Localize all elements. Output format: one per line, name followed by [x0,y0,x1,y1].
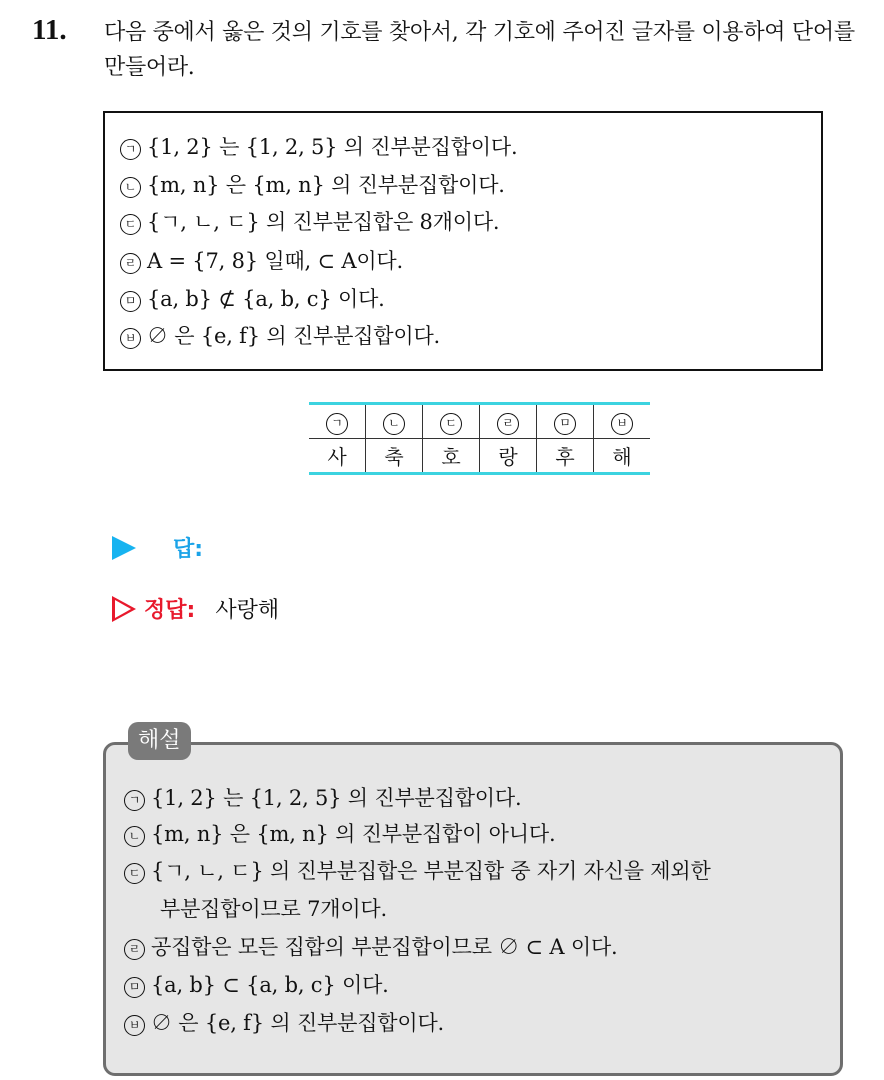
circle-mark-1: ㄱ [120,139,141,160]
statement-item [120,133,517,161]
correct-answer-label: 정답: [144,598,196,623]
solution-line-continued [160,895,387,923]
solution-line [124,971,389,999]
correct-answer-row [112,593,279,624]
statement-text: ∅ 은 {e, f} 의 진부분집합이다. [147,324,441,348]
code-table-header-cell [423,404,480,439]
solution-tag: 해설 [128,722,191,760]
solution-text: 공집합은 모든 집합의 부분집합이므로 ∅ ⊂ A 이다. [151,935,618,959]
statement-item [120,247,403,275]
answer-row [112,532,203,563]
solution-line [124,933,618,961]
code-table-letter: 사 [309,439,366,474]
statement-text: {1, 2} 는 {1, 2, 5} 의 진부분집합이다. [147,135,518,159]
solution-text: {m, n} 은 {m, n} 의 진부분집합이 아니다. [151,822,556,846]
question-text: 다음 중에서 옳은 것의 기호를 찾아서, 각 기호에 주어진 글자를 이용하여 단어를 만들어라. [104,20,855,80]
circle-mark-4: ㄹ [120,253,141,274]
solution-text: {1, 2} 는 {1, 2, 5} 의 진부분집합이다. [151,786,522,810]
code-table-header-cell [309,404,366,439]
solution-text: 부분집합이므로 7개이다. [160,897,387,921]
circle-mark: ㅁ [124,977,145,998]
answer-label: 답: [173,537,204,562]
circle-mark: ㄴ [124,826,145,847]
circle-mark-2: ㄴ [120,177,141,198]
code-table [309,402,650,475]
circle-mark-5: ㅁ [120,291,141,312]
circle-mark: ㅂ [124,1015,145,1036]
statement-item [120,171,505,199]
circle-mark: ㄹ [124,939,145,960]
code-table-header-cell [366,404,423,439]
circle-mark: ㄱ [326,413,348,435]
solution-line [124,857,711,885]
outline-triangle-icon [112,596,136,622]
circle-mark: ㄷ [124,863,145,884]
circle-mark: ㄴ [383,413,405,435]
circle-mark-6: ㅂ [120,328,141,349]
solution-line [124,784,521,812]
code-table-letter: 랑 [480,439,537,474]
circle-mark: ㄷ [440,413,462,435]
question-number: 11. [32,14,67,46]
circle-mark: ㅁ [554,413,576,435]
circle-mark-3: ㄷ [120,214,141,235]
solution-text: ∅ 은 {e, f} 의 진부분집합이다. [151,1011,445,1035]
statement-text: A = {7, 8} 일때, ⊂ A이다. [147,249,403,273]
solution-text: {ㄱ, ㄴ, ㄷ} 의 진부분집합은 부분집합 중 자기 자신을 제외한 [151,859,711,883]
statement-text: {ㄱ, ㄴ, ㄷ} 의 진부분집합은 8개이다. [147,210,500,234]
solution-line [124,820,555,848]
code-table-letter: 해 [594,439,651,474]
statement-text: {a, b} ⊄ {a, b, c} 이다. [147,287,385,311]
code-table-letter: 후 [537,439,594,474]
circle-mark: ㅂ [611,413,633,435]
circle-mark: ㄹ [497,413,519,435]
statement-item [120,208,499,236]
code-table-header-cell [480,404,537,439]
code-table-header-cell [537,404,594,439]
correct-answer-value: 사랑해 [215,598,280,623]
play-triangle-icon [112,536,136,560]
solution-text: {a, b} ⊂ {a, b, c} 이다. [151,973,389,997]
circle-mark: ㄱ [124,790,145,811]
statement-text: {m, n} 은 {m, n} 의 진부분집합이다. [147,173,505,197]
statement-item [120,285,385,313]
solution-line [124,1009,444,1037]
code-table-header-cell [594,404,651,439]
statement-item [120,322,440,350]
code-table-letter: 호 [423,439,480,474]
code-table-letter: 축 [366,439,423,474]
